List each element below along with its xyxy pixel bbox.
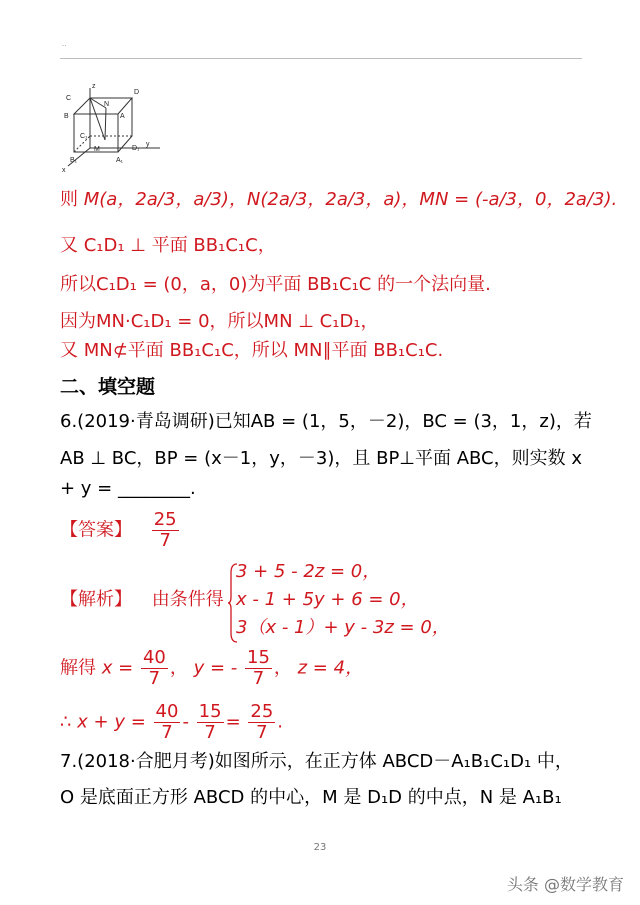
solution-line-1: [60, 188, 617, 212]
sum-b-denominator: 7: [204, 722, 216, 743]
fig-label-z: z: [92, 83, 96, 90]
header-marker: ··: [62, 42, 67, 50]
sum-a-denominator: 7: [161, 722, 173, 743]
q7-line-1: 7.(2018·合肥月考)如图所示，在正方体 ABCD－A₁B₁C₁D₁ 中，: [60, 751, 573, 772]
answer-numerator: 25: [153, 509, 177, 530]
answer-denominator: 7: [159, 530, 171, 551]
fig-label-C: C: [66, 95, 72, 102]
equation-1: 3 + 5 - 2z = 0，: [236, 561, 381, 582]
x-denominator: 7: [148, 668, 161, 689]
analysis-intro-line: [60, 588, 224, 612]
sum-prefix: ∴ x + y =: [60, 711, 146, 733]
sum-fraction-a: [154, 702, 181, 743]
sum-c-numerator: 25: [250, 701, 274, 722]
sum-c-denominator: 7: [256, 722, 268, 743]
q7-line-2: O 是底面正方形 ABCD 的中心，M 是 D₁D 的中点，N 是 A₁B₁: [60, 787, 562, 808]
mn-coordinates: M(a，2a/3，a/3)，N(2a/3，2a/3，a)，MN = (-a/3，0，2a/3).: [83, 189, 618, 210]
z-value: z = 4，: [297, 657, 364, 679]
equation-2: x - 1 + 5y + 6 = 0，: [236, 589, 419, 610]
y-fraction: [245, 648, 272, 689]
section-heading: 二、填空题: [60, 376, 156, 398]
solve-line: 解得 x = $\frac{40}{7}$ ， y = - $\frac{15}{7}$ ， z = 4，: [60, 647, 364, 689]
fig-label-D: D: [134, 89, 140, 96]
sum-line: ∴ x + y = $\frac{40}{7}$ - $\frac{15}{7}$ = $\frac{25}{7}$ .: [60, 701, 284, 743]
equation-3: 3（x - 1）+ y - 3z = 0，: [236, 617, 450, 638]
fig-label-C1: C₁: [80, 133, 88, 140]
answer-fraction: [152, 510, 179, 551]
fig-label-M: M: [94, 146, 100, 153]
sum-fraction-b: [197, 702, 224, 743]
solution-line-5: 又 MN⊄平面 BB₁C₁C，所以 MN∥平面 BB₁C₁C.: [60, 340, 444, 361]
solution-prefix: 则: [60, 189, 78, 210]
solve-prefix: 解得: [60, 657, 96, 679]
x-fraction: [141, 648, 168, 689]
fig-label-y: y: [146, 141, 150, 148]
analysis-intro: 由条件得: [151, 589, 224, 610]
answer-tag: 【答案】: [60, 519, 132, 541]
fig-label-A: A: [120, 113, 125, 120]
analysis-tag: 【解析】: [60, 589, 132, 610]
sum-a-numerator: 40: [155, 701, 179, 722]
solution-line-4: 因为MN·C₁D₁ = 0，所以MN ⊥ C₁D₁，: [60, 311, 379, 332]
fig-label-B: B: [64, 113, 69, 120]
watermark: 头条 @数学教育: [506, 875, 624, 894]
fig-label-D1: D₁: [132, 145, 140, 152]
solution-line-3: 所以C₁D₁ = (0，a，0)为平面 BB₁C₁C 的一个法向量.: [60, 274, 491, 295]
solution-line-2: 又 C₁D₁ ⊥ 平面 BB₁C₁C，: [60, 235, 276, 256]
y-denominator: 7: [252, 668, 265, 689]
header-rule: [60, 58, 582, 59]
sum-b-numerator: 15: [198, 701, 222, 722]
fig-label-A1: A₁: [116, 157, 124, 164]
page-number: 23: [313, 842, 327, 853]
q6-line-3: + y = ________.: [60, 478, 196, 499]
x-numerator: 40: [142, 647, 166, 668]
q6-line-2: AB ⊥ BC，BP = (x－1，y，－3)，且 BP⊥平面 ABC，则实数 x: [60, 448, 582, 469]
sum-fraction-c: [248, 702, 275, 743]
cube-figure: [60, 80, 170, 176]
fig-label-B1: B₁: [70, 157, 78, 164]
fig-label-N: N: [104, 101, 110, 108]
fig-label-x: x: [62, 167, 66, 174]
y-numerator: 15: [247, 647, 270, 668]
q6-line-1: 6.(2019·青岛调研)已知AB = (1，5，－2)，BC = (3，1，z)，若: [60, 411, 592, 432]
answer-line: [60, 510, 181, 551]
